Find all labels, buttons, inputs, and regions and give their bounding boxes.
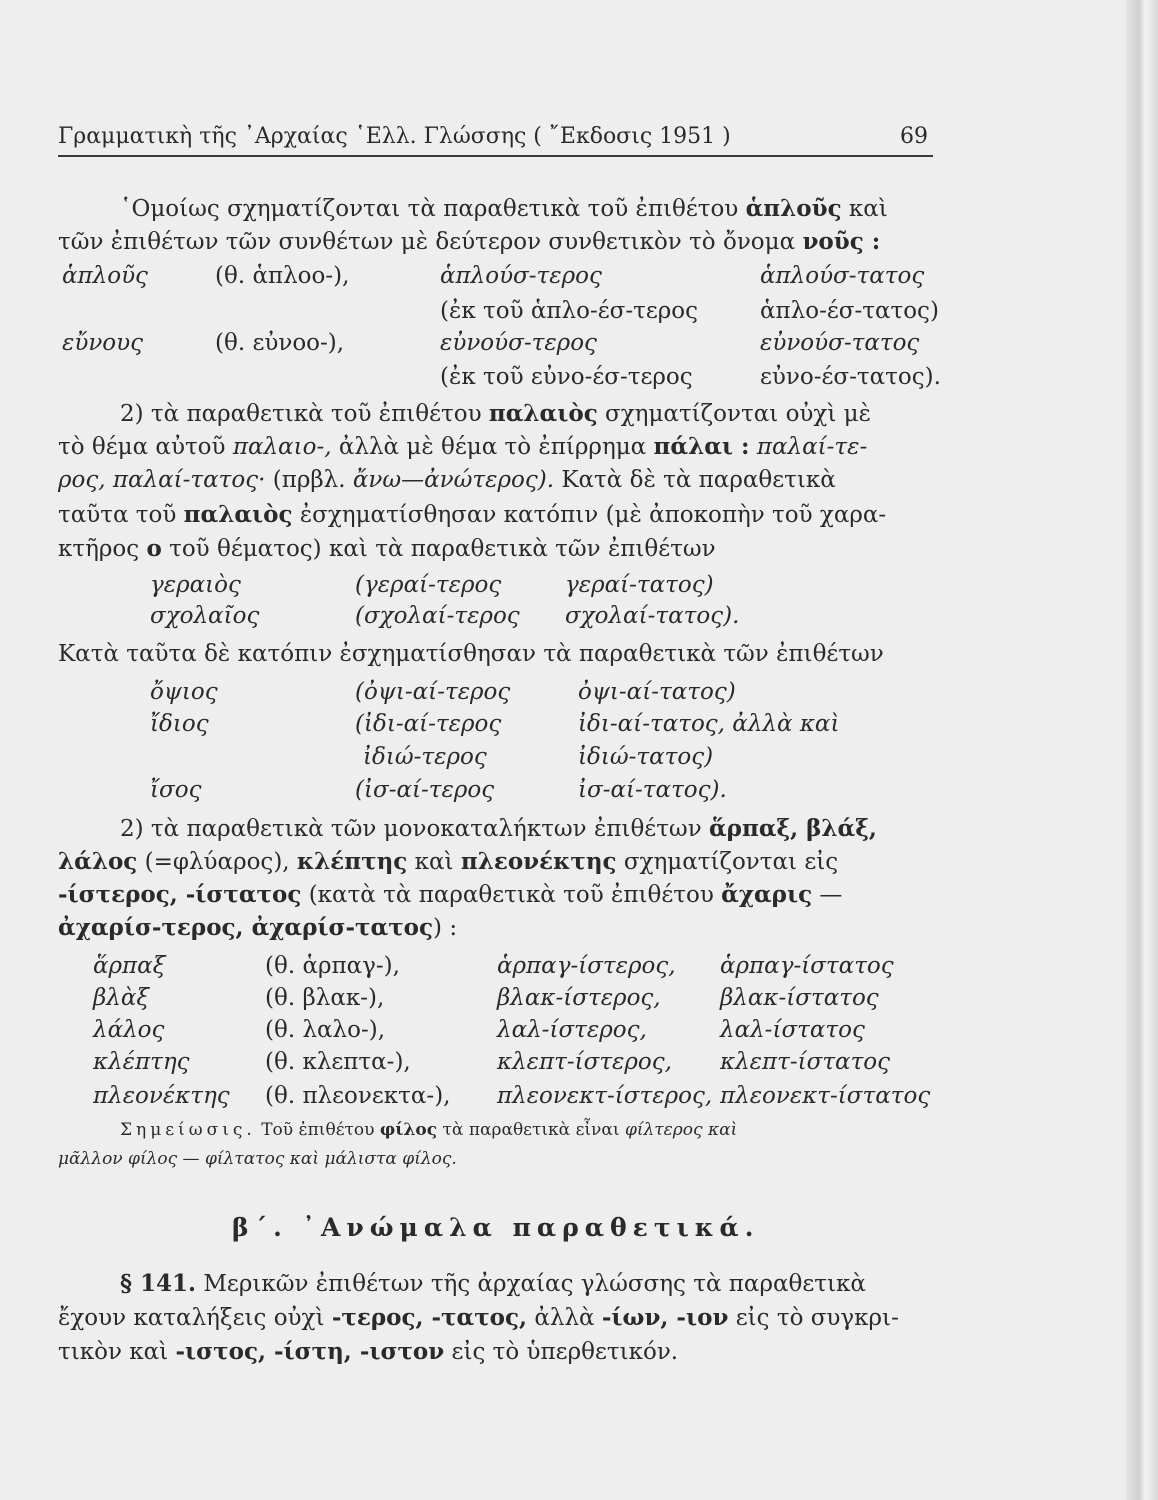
table-cell-superlative: ἁπλούσ-τατος (760, 263, 925, 289)
running-title: Γραμματικὴ τῆς ᾿Αρχαίας ῾Ελλ. Γλώσσης ( ῎Εκδοσις 1951 ) (58, 124, 731, 149)
table-cell-superlative: εὐνο-έσ-τατος). (760, 364, 941, 390)
table-cell-superlative: ἰσ-αί-τατος). (578, 777, 727, 803)
header-rule (58, 155, 933, 157)
table-cell-stem: (θ. πλεονεκτα-), (265, 1083, 451, 1109)
paragraph-line: τικὸν καὶ -ιστος, -ίστη, -ιστον εἰς τὸ ὑπερθετικόν. (58, 1338, 679, 1365)
table-cell-comparative: λαλ-ίστερος, (497, 1017, 647, 1043)
table-cell-comparative: ἁρπαγ-ίστερος, (497, 953, 676, 979)
paragraph-line: ἀχαρίσ-τερος, ἀχαρίσ-τατος) : (58, 914, 458, 941)
book-spine-edge (1126, 0, 1158, 1500)
table-cell-word: κλέπτης (93, 1049, 190, 1075)
table-cell-comparative: (σχολαί-τερος (355, 603, 520, 629)
section-heading: β΄. ᾿Ανώμαλα παραθετικά. (232, 1213, 760, 1242)
paragraph-line: ἔχουν καταλήξεις οὐχὶ -τερος, -τατος, ἀλλὰ -ίων, -ιον εἰς τὸ συγκρι- (58, 1304, 899, 1331)
paragraph-line: κτῆρος ο τοῦ θέματος) καὶ τὰ παραθετικὰ τῶν ἐπιθέτων (58, 535, 716, 562)
table-cell-word: εὔνους (62, 330, 144, 356)
table-cell-stem: (θ. ἁρπαγ-), (265, 953, 400, 979)
table-cell-superlative: ἰδι-αί-τατος, ἀλλὰ καὶ (578, 711, 840, 737)
paragraph-line: § 141. Μερικῶν ἐπιθέτων τῆς ἀρχαίας γλώσσης τὰ παραθετικὰ (120, 1270, 866, 1297)
table-cell-comparative: εὐνούσ-τερος (440, 330, 597, 356)
table-cell-word: σχολαῖος (150, 603, 260, 629)
page-number: 69 (900, 124, 928, 149)
table-cell-comparative: (ἰδι-αί-τερος (355, 711, 502, 737)
table-cell-superlative: γεραί-τατος) (565, 572, 714, 598)
paragraph-line: 2) τὰ παραθετικὰ τοῦ ἐπιθέτου παλαιὸς σχηματίζονται οὐχὶ μὲ (120, 400, 871, 427)
paragraph-line: τὸ θέμα αὐτοῦ παλαιο-, ἀλλὰ μὲ θέμα τὸ ἐπίρρημα πάλαι : παλαί-τε- (58, 433, 868, 460)
table-cell-word: ἁπλοῦς (62, 263, 148, 289)
paragraph-line: τῶν ἐπιθέτων τῶν συνθέτων μὲ δεύτερον συνθετικὸν τὸ ὄνομα νοῦς : (58, 228, 881, 255)
table-cell-superlative: πλεονεκτ-ίστατος (720, 1083, 931, 1109)
paragraph-line: Κατὰ ταῦτα δὲ κατόπιν ἐσχηματίσθησαν τὰ παραθετικὰ τῶν ἐπιθέτων (58, 641, 884, 667)
table-cell-superlative: ἁρπαγ-ίστατος (720, 953, 894, 979)
table-cell-comparative: ἰδιώ-τερος (363, 744, 487, 770)
table-cell-stem: (θ. κλεπτα-), (265, 1049, 411, 1075)
table-cell-word: λάλος (93, 1017, 165, 1043)
table-cell-superlative: ὀψι-αί-τατος) (578, 679, 736, 705)
paragraph-line: 2) τὰ παραθετικὰ τῶν μονοκαταλήκτων ἐπιθέτων ἅρπαξ, βλάξ, (120, 815, 877, 842)
table-cell-comparative: ἁπλούσ-τερος (440, 263, 602, 289)
paragraph-line: ρος, παλαί-τατος· (πρβλ. ἄνω—ἀνώτερος). Κατὰ δὲ τὰ παραθετικὰ (58, 467, 836, 493)
table-cell-superlative: κλεπτ-ίστατος (720, 1049, 891, 1075)
table-cell-comparative: (ὀψι-αί-τερος (355, 679, 511, 705)
table-cell-word: γεραιὸς (150, 572, 241, 598)
table-cell-comparative: (γεραί-τερος (355, 572, 502, 598)
paragraph-line: λάλος (=φλύαρος), κλέπτης καὶ πλεονέκτης σχηματίζονται εἰς (58, 848, 839, 875)
note-line: μᾶλλον φίλος — φίλτατος καὶ μάλιστα φίλος. (58, 1149, 457, 1169)
table-cell-comparative: κλεπτ-ίστερος, (497, 1049, 672, 1075)
table-cell-comparative: (ἐκ τοῦ εὐνο-έσ-τερος (440, 364, 693, 390)
table-cell-superlative: βλακ-ίστατος (720, 985, 879, 1011)
table-cell-stem: (θ. λαλο-), (265, 1017, 386, 1043)
table-cell-word: πλεονέκτης (93, 1083, 230, 1109)
table-cell-superlative: ἰδιώ-τατος) (578, 744, 714, 770)
table-cell-word: ἅρπαξ (93, 953, 166, 979)
table-cell-stem: (θ. εὐνοο-), (215, 330, 345, 356)
table-cell-comparative: (ἰσ-αί-τερος (355, 777, 495, 803)
table-cell-word: ὄψιος (150, 679, 218, 705)
table-cell-comparative: πλεονεκτ-ίστερος, (497, 1083, 713, 1109)
table-cell-superlative: εὐνούσ-τατος (760, 330, 920, 356)
note-line: Σημείωσις. Τοῦ ἐπιθέτου φίλος τὰ παραθετικὰ εἶναι φίλτερος καὶ (120, 1120, 738, 1140)
table-cell-stem: (θ. βλακ-), (265, 985, 385, 1011)
table-cell-word: ἴδιος (150, 711, 209, 737)
table-cell-comparative: βλακ-ίστερος, (497, 985, 661, 1011)
table-cell-comparative: (ἐκ τοῦ ἁπλο-έσ-τερος (440, 298, 698, 324)
table-cell-superlative: ἁπλο-έσ-τατος) (760, 298, 939, 324)
paragraph-line: ῾Ομοίως σχηματίζονται τὰ παραθετικὰ τοῦ ἐπιθέτου ἁπλοῦς καὶ (120, 195, 888, 222)
table-cell-word: βλὰξ (93, 985, 150, 1011)
paragraph-line: -ίστερος, -ίστατος (κατὰ τὰ παραθετικὰ τοῦ ἐπιθέτου ἄχαρις — (58, 881, 843, 908)
table-cell-superlative: σχολαί-τατος). (565, 603, 740, 629)
table-cell-stem: (θ. ἁπλοο-), (215, 263, 350, 289)
paragraph-line: ταῦτα τοῦ παλαιὸς ἐσχηματίσθησαν κατόπιν (μὲ ἀποκοπὴν τοῦ χαρα- (58, 501, 887, 528)
table-cell-word: ἴσος (150, 777, 202, 803)
table-cell-superlative: λαλ-ίστατος (720, 1017, 865, 1043)
